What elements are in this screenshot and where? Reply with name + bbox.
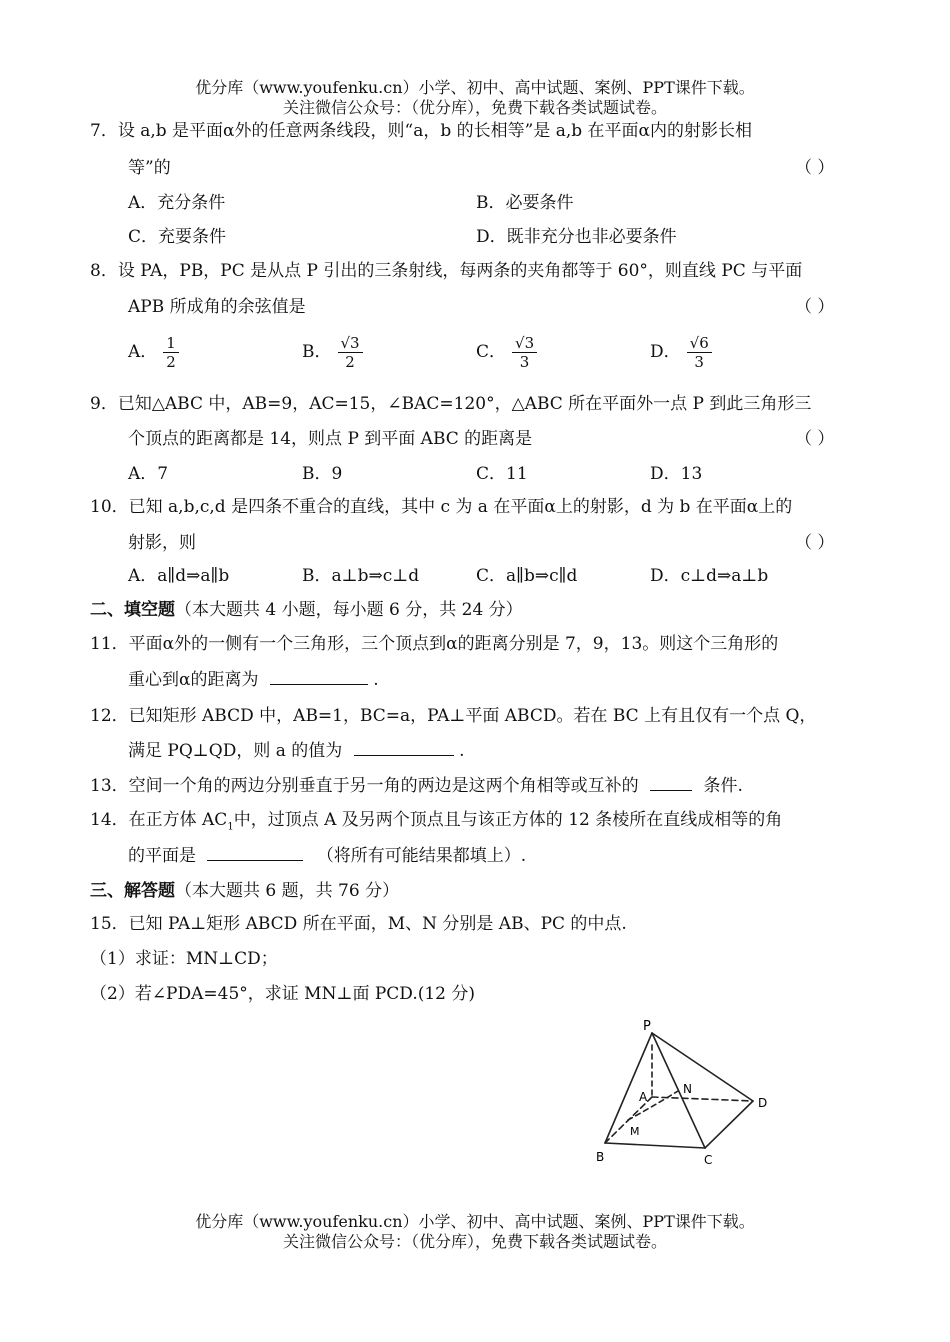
label-p: P [643,1019,651,1034]
section-2-note: （本大题共 4 小题，每小题 6 分，共 24 分） [175,600,523,620]
q10-option-b: B．a⊥b⇒c⊥d [302,566,420,586]
q8-option-c-num: √3 [512,334,537,353]
q14-stem-text-b: 中，过顶点 A 及另两个顶点且与该正方体的 12 条棱所在直线成相等的角 [233,810,783,830]
q13-end: 条件. [703,776,743,796]
q7-stem-line1: 7．设 a,b 是平面α外的任意两条线段，则“a，b 的长相等”是 a,b 在平面α内的射影长相 [90,121,753,141]
q8-option-a-num: 1 [163,334,179,353]
label-b: B [596,1150,605,1164]
q14-subscript: 1 [227,821,234,833]
q14-stem-line2 [128,845,526,867]
q8-option-c-fraction [512,334,537,371]
q8-option-c-den: 3 [519,353,530,371]
q9-option-d: D．13 [650,464,703,484]
q9-option-a: A．7 [128,464,169,484]
q11-stem-line1: 11．平面α外的一侧有一个三角形，三个顶点到α的距离分别是 7，9，13。则这个三角形的 [90,634,779,654]
q10-answer-paren: （ ） [795,533,835,553]
q8-option-a [128,334,179,371]
q8-option-b-label: B． [302,342,332,362]
page-footer-line2: 关注微信公众号：（优分库），免费下载各类试题试卷。 [282,1232,667,1251]
q8-option-b-num: √3 [338,334,363,353]
pyramid-figure [590,1015,790,1170]
section-3-title: 三、解答题 [90,881,175,901]
q12-stem-text: 满足 PQ⊥QD，则 a 的值为 [128,741,343,761]
q8-option-d-label: D． [650,342,681,362]
q8-option-c-label: C． [476,342,507,362]
q9-option-b: B．9 [302,464,343,484]
q15-stem: 15．已知 PA⊥矩形 ABCD 所在平面，M、N 分别是 AB、PC 的中点. [90,914,627,934]
q8-option-a-label: A． [128,342,158,362]
q8-answer-paren: （ ） [795,297,835,317]
q15-part-1: （1）求证：MN⊥CD； [90,949,278,969]
page-header-line2: 关注微信公众号：（优分库），免费下载各类试题试卷。 [282,98,667,117]
q9-option-c: C．11 [476,464,528,484]
q11-stem-text: 重心到α的距离为 [128,670,259,690]
q10-stem-line1: 10．已知 a,b,c,d 是四条不重合的直线，其中 c 为 a 在平面α上的射影，d 为 b 在平面α上的 [90,497,793,517]
q9-stem-line2: 个顶点的距离都是 14，则点 P 到平面 ABC 的距离是 [128,429,533,449]
section-2-title: 二、填空题 [90,600,175,620]
q12-answer-blank[interactable] [354,755,454,756]
label-n: N [683,1082,692,1096]
q12-stem-line1: 12．已知矩形 ABCD 中，AB=1，BC=a，PA⊥平面 ABCD。若在 BC 上有且仅有一个点 Q， [90,706,817,726]
q8-option-d [650,334,712,371]
q14-stem-line1 [90,809,782,838]
q11-end: . [373,670,379,690]
q8-option-a-den: 2 [166,353,176,371]
q9-answer-paren: （ ） [795,429,835,449]
page-header-line1: 优分库（www.youfenku.cn）小学、初中、高中试题、案例、PPT课件下载。 [195,78,755,97]
q8-stem-line2: APB 所成角的余弦值是 [128,297,306,317]
q13-stem [90,775,743,797]
edge-cd [705,1101,753,1148]
q14-stem-text-a: 14．在正方体 AC [90,810,228,830]
q11-answer-blank[interactable] [270,684,368,685]
section-3-note: （本大题共 6 题，共 76 分） [175,881,400,901]
q10-stem-line2: 射影，则 [128,533,196,553]
q10-option-a: A．a∥d⇒a∥b [128,566,230,586]
q9-stem-line1: 9．已知△ABC 中，AB=9，AC=15，∠BAC=120°，△ABC 所在平面外一点 P 到此三角形三 [90,394,812,414]
q14-answer-blank[interactable] [207,860,303,861]
q8-option-c [476,334,537,371]
q7-option-b: B．必要条件 [476,193,574,213]
q13-stem-text: 13．空间一个角的两边分别垂直于另一角的两边是这两个角相等或互补的 [90,776,639,796]
edge-pb [605,1033,652,1143]
q8-option-b-fraction [338,334,363,371]
q8-option-d-fraction [687,334,712,371]
q12-end: . [459,741,465,761]
label-m: M [630,1125,640,1138]
q8-option-d-num: √6 [687,334,712,353]
q8-stem-line1: 8．设 PA，PB，PC 是从点 P 引出的三条射线，每两条的夹角都等于 60°，则直线 PC 与平面 [90,261,803,281]
edge-bc [605,1143,705,1148]
q8-option-a-fraction [163,334,179,371]
page-footer-line1: 优分库（www.youfenku.cn）小学、初中、高中试题、案例、PPT课件下载。 [195,1212,755,1231]
q14-stem-text: 的平面是 [128,846,196,866]
section-3-heading [90,880,399,902]
q7-stem-line2: 等”的 [128,158,171,178]
q11-stem-line2 [128,669,379,691]
q8-option-b-den: 2 [345,353,355,371]
q8-option-d-den: 3 [694,353,704,371]
q10-option-d: D．c⊥d⇒a⊥b [650,566,769,586]
q15-part-2: （2）若∠PDA=45°，求证 MN⊥面 PCD.(12 分) [90,984,476,1004]
segment-mn [628,1091,678,1120]
q7-option-a: A．充分条件 [128,193,226,213]
q12-stem-line2 [128,740,465,762]
q13-answer-blank[interactable] [650,790,692,791]
q7-answer-paren: （ ） [795,158,835,178]
label-d: D [758,1096,768,1110]
label-a: A [639,1090,648,1104]
q8-option-b [302,334,363,371]
q7-option-c: C．充要条件 [128,227,227,247]
q14-end: （将所有可能结果都填上）. [316,846,527,866]
q10-option-c: C．a∥b⇒c∥d [476,566,578,586]
label-c: C [704,1153,713,1167]
q7-option-d: D．既非充分也非必要条件 [476,227,677,247]
section-2-heading [90,599,523,621]
